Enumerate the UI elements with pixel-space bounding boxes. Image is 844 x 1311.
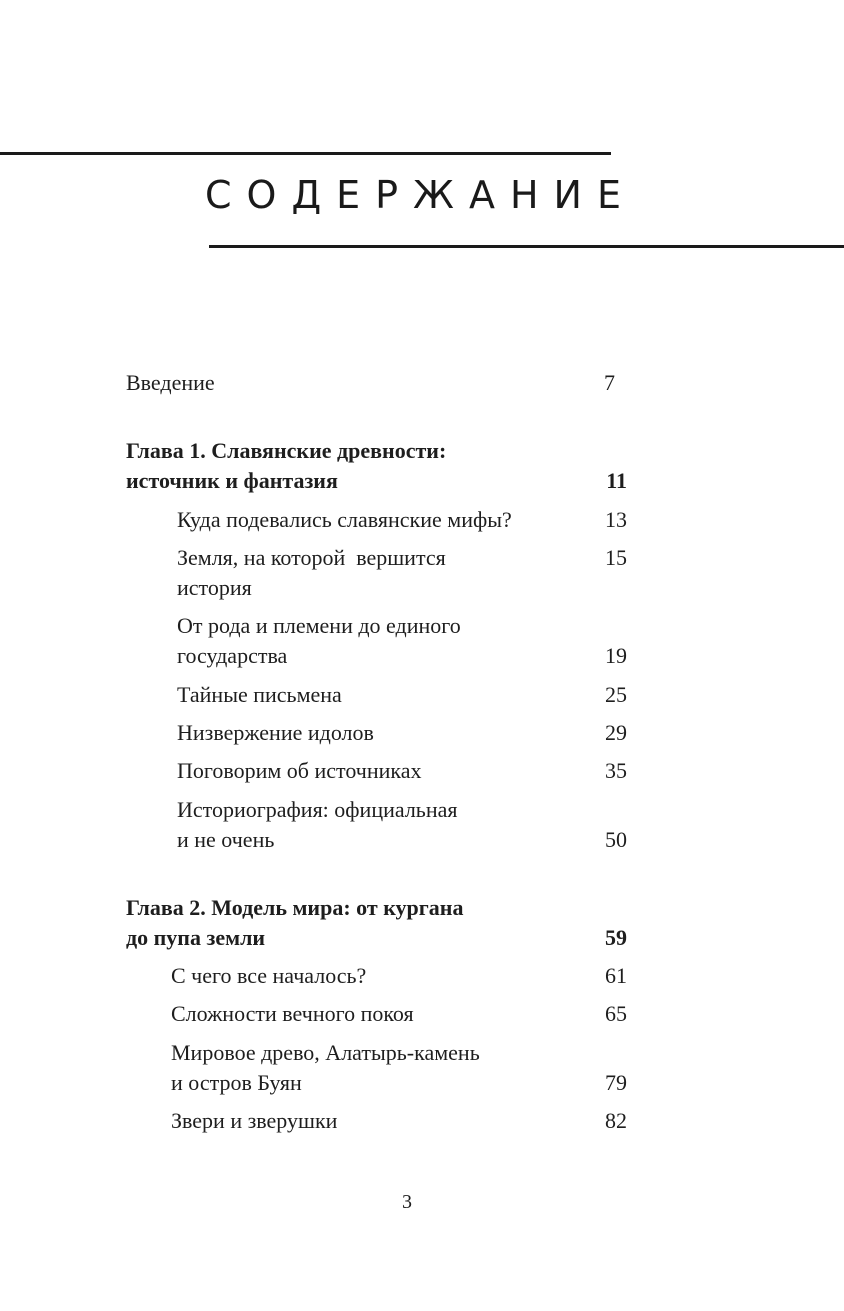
section-title-line: Тайные письмена xyxy=(177,682,342,707)
toc-page-number: 11 xyxy=(606,468,627,493)
section-title-line: Куда подевались славянские мифы? xyxy=(177,507,512,532)
toc-section[interactable] xyxy=(177,680,627,710)
toc-section[interactable] xyxy=(177,718,627,748)
toc-section[interactable] xyxy=(171,1106,627,1136)
toc-section[interactable] xyxy=(177,505,627,535)
chapter-title-line: до пупа земли xyxy=(126,925,266,950)
chapter-title-line: Глава 2. Модель мира: от кургана xyxy=(126,895,464,920)
toc-entry-title: Введение xyxy=(126,370,215,395)
toc-section[interactable] xyxy=(177,543,627,603)
section-title-line: Мировое древо, Алатырь-камень xyxy=(171,1040,480,1065)
toc-page-number: 82 xyxy=(605,1108,627,1133)
page-title: СОДЕРЖАНИЕ xyxy=(205,173,636,217)
section-title-line: Поговорим об источниках xyxy=(177,758,422,783)
toc-page-number: 25 xyxy=(605,682,627,707)
toc-section[interactable] xyxy=(171,999,627,1029)
section-title-line: и остров Буян xyxy=(171,1070,302,1095)
toc-page-number: 35 xyxy=(605,758,627,783)
section-title-line: С чего все началось? xyxy=(171,963,367,988)
toc-page-number: 79 xyxy=(605,1070,627,1095)
toc-page-number: 19 xyxy=(605,643,627,668)
toc-section[interactable] xyxy=(171,1038,627,1098)
page-number: 3 xyxy=(402,1191,412,1213)
section-title-line: От рода и племени до единого xyxy=(177,613,461,638)
toc-page-number: 29 xyxy=(605,720,627,745)
toc-chapter-1[interactable] xyxy=(126,436,627,496)
toc-page-number: 13 xyxy=(605,507,627,532)
toc-chapter-2[interactable] xyxy=(126,893,627,953)
chapter-title-line: источник и фантазия xyxy=(126,468,338,493)
section-title-line: Историография: официальная xyxy=(177,797,458,822)
toc-page-number: 65 xyxy=(605,1001,627,1026)
toc-section[interactable] xyxy=(171,961,627,991)
toc-page-number: 50 xyxy=(605,827,627,852)
section-title-line: и не очень xyxy=(177,827,275,852)
toc-section[interactable] xyxy=(177,795,627,855)
toc-section[interactable] xyxy=(177,756,627,786)
section-title-line: Низвержение идолов xyxy=(177,720,374,745)
toc-page-number: 15 xyxy=(605,545,627,570)
section-title-line: Земля, на которой вершится xyxy=(177,545,446,570)
section-title-line: государства xyxy=(177,643,288,668)
section-title-line: история xyxy=(177,575,252,600)
toc-page-number: 7 xyxy=(604,370,615,395)
section-title-line: Звери и зверушки xyxy=(171,1108,338,1133)
toc-page-number: 59 xyxy=(605,925,627,950)
toc-entry-intro[interactable] xyxy=(126,368,615,398)
toc-page-number: 61 xyxy=(605,963,627,988)
toc-section[interactable] xyxy=(177,611,627,671)
section-title-line: Сложности вечного покоя xyxy=(171,1001,414,1026)
chapter-title-line: Глава 1. Славянские древности: xyxy=(126,438,447,463)
